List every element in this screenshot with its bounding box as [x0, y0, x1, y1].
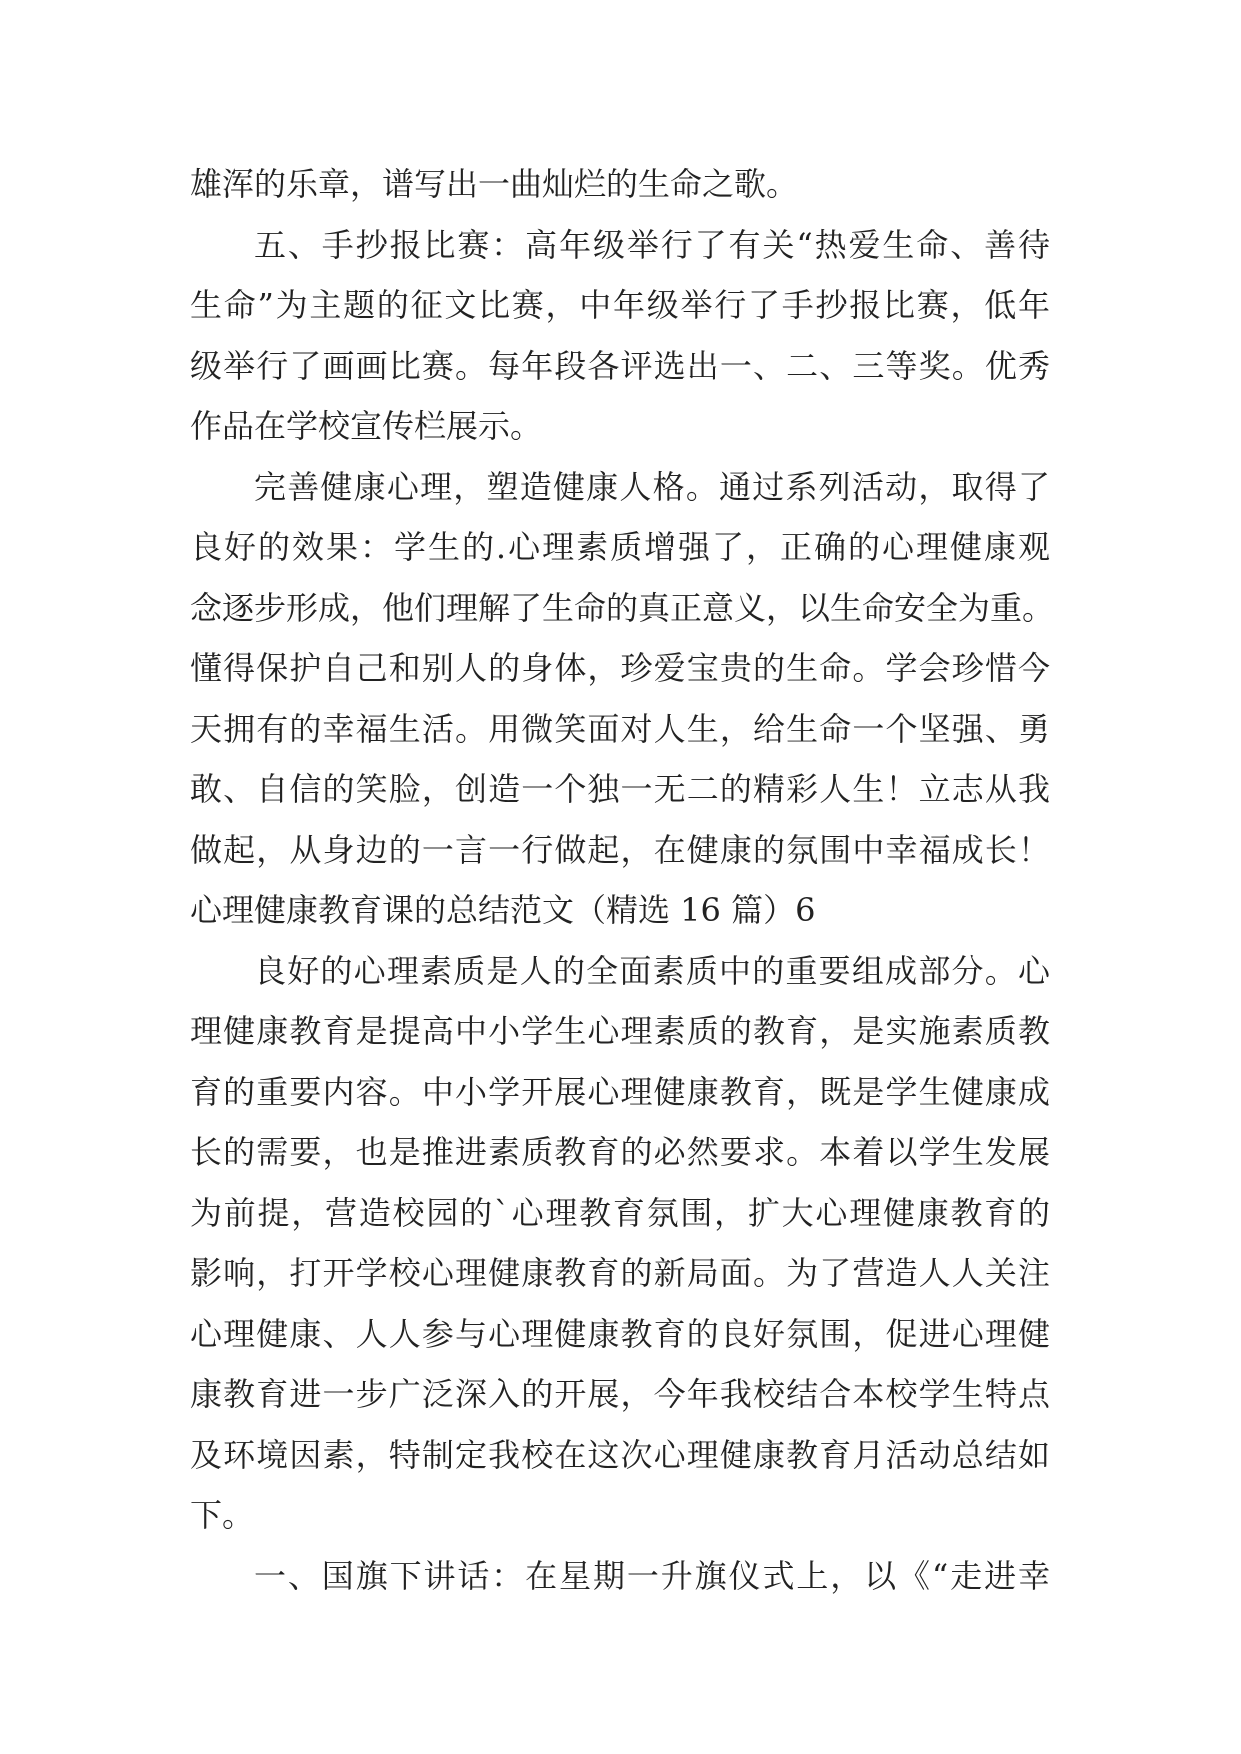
text-line: 念逐步形成，他们理解了生命的真正意义，以生命安全为重。	[190, 588, 1055, 627]
text-line: 心理健康、人人参与心理健康教育的良好氛围，促进心理健	[190, 1314, 1050, 1353]
text-line: 做起，从身边的一言一行做起，在健康的氛围中幸福成长！	[190, 830, 1050, 869]
text-line: 为前提，营造校园的`心理教育氛围，扩大心理健康教育的	[190, 1193, 1050, 1232]
text-line: 及环境因素，特制定我校在这次心理健康教育月活动总结如	[190, 1435, 1050, 1474]
text-line: 良好的心理素质是人的全面素质中的重要组成部分。心	[254, 951, 1050, 990]
text-line: 良好的效果：学生的.心理素质增强了，正确的心理健康观	[190, 528, 1050, 566]
text-line: 作品在学校宣传栏展示。	[190, 407, 543, 445]
text-line: 一、国旗下讲话：在星期一升旗仪式上，以《“走进幸	[254, 1556, 1050, 1595]
text-line: 长的需要，也是推进素质教育的必然要求。本着以学生发展	[190, 1133, 1050, 1171]
text-line: 五、手抄报比赛：高年级举行了有关“热爱生命、善待	[254, 225, 1050, 264]
text-line: 康教育进一步广泛深入的开展，今年我校结合本校学生特点	[190, 1375, 1050, 1413]
text-line: 生命”为主题的征文比赛，中年级举行了手抄报比赛，低年	[190, 286, 1050, 324]
text-line: 雄浑的乐章，谱写出一曲灿烂的生命之歌。	[190, 165, 799, 203]
text-line: 下。	[190, 1496, 255, 1534]
document-body	[190, 154, 1055, 1606]
text-line: 影响，打开学校心理健康教育的新局面。为了营造人人关注	[190, 1254, 1050, 1292]
text-line: 级举行了画画比赛。每年段各评选出一、二、三等奖。优秀	[190, 346, 1050, 385]
text-line: 天拥有的幸福生活。用微笑面对人生，给生命一个坚强、勇	[190, 709, 1050, 748]
text-line: 懂得保护自己和别人的身体，珍爱宝贵的生命。学会珍惜今	[190, 649, 1050, 687]
text-line: 完善健康心理，塑造健康人格。通过系列活动，取得了	[254, 467, 1050, 506]
text-line: 敢、自信的笑脸，创造一个独一无二的精彩人生！立志从我	[190, 770, 1050, 808]
section-heading: 心理健康教育课的总结范文（精选 16 篇）6	[190, 891, 816, 929]
text-line: 育的重要内容。中小学开展心理健康教育，既是学生健康成	[190, 1072, 1050, 1111]
text-line: 理健康教育是提高中小学生心理素质的教育，是实施素质教	[190, 1012, 1050, 1050]
